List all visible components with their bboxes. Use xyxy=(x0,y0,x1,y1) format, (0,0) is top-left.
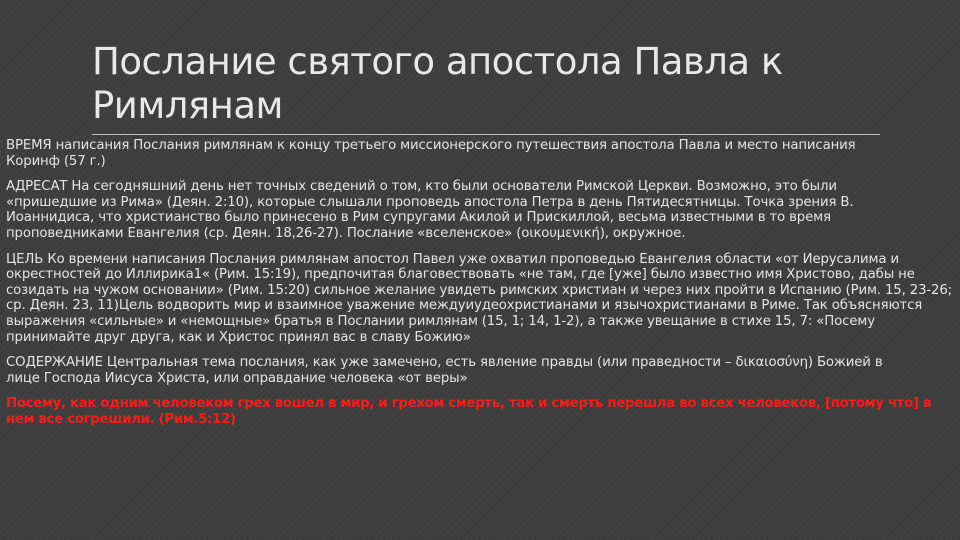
paragraph-purpose: ЦЕЛЬ Ко времени написания Послания римлянам апостол Павел уже охватил проповедью Евангелия области «от Иерусалима и окрестностей до Иллирика1« (Рим. 15:19), предпочитая благовествовать «не там, где [уже] было известно имя Христово, дабы не созидать на чужом основании» (Рим. 15:20) сильное желание увидеть римских христиан и через них пройти в Испанию (Рим. 15, 23-26; ср. Деян. 23, 11)Цель водворить мир и взаимное уважение междуиудеохристианами и язычохристианами в Риме. Так объясняются выражения «сильные» и «немощные» братья в Послании римлянам (15, 1; 14, 1-2), а также увещание в стихе 15, 7: «Посему принимайте друг друга, как и Христос принял вас в славу Божию» xyxy=(6,251,952,345)
title-divider xyxy=(92,134,880,135)
paragraph-time: ВРЕМЯ написания Послания римлянам к концу третьего миссионерского путешествия апостола Павла и место написания Коринф (57 г.) xyxy=(6,138,856,169)
scripture-quote: Посему, как одним человеком грех вошел в мир, и грехом смерть, так и смерть перешла во всех человеков, [потому что] в нем все согрешили. (Рим.5:12) xyxy=(6,396,932,427)
slide-body xyxy=(6,138,956,438)
slide-title: Послание святого апостола Павла к Римлянам xyxy=(92,40,783,127)
paragraph-content: СОДЕРЖАНИЕ Центральная тема послания, как уже замечено, есть явление правды (или праведности – δικαιοσύνη) Божией в лице Господа Иисуса Христа, или оправдание человека «от веры» xyxy=(6,355,883,386)
paragraph-addressee: АДРЕСАТ На сегодняшний день нет точных сведений о том, кто были основатели Римской Церкви. Возможно, это были «пришедшие из Рима» (Деян. 2:10), которые слышали проповедь апостола Петра в день Пятидесятницы. Точка зрения В. Иоаннидиса, что христианство было принесено в Рим супругами Акилой и Прискиллой, весьма известными в то время проповедниками Евангелия (ср. Деян. 18,26-27). Послание «вселенское» (οικουμενική), окружное. xyxy=(6,179,854,241)
